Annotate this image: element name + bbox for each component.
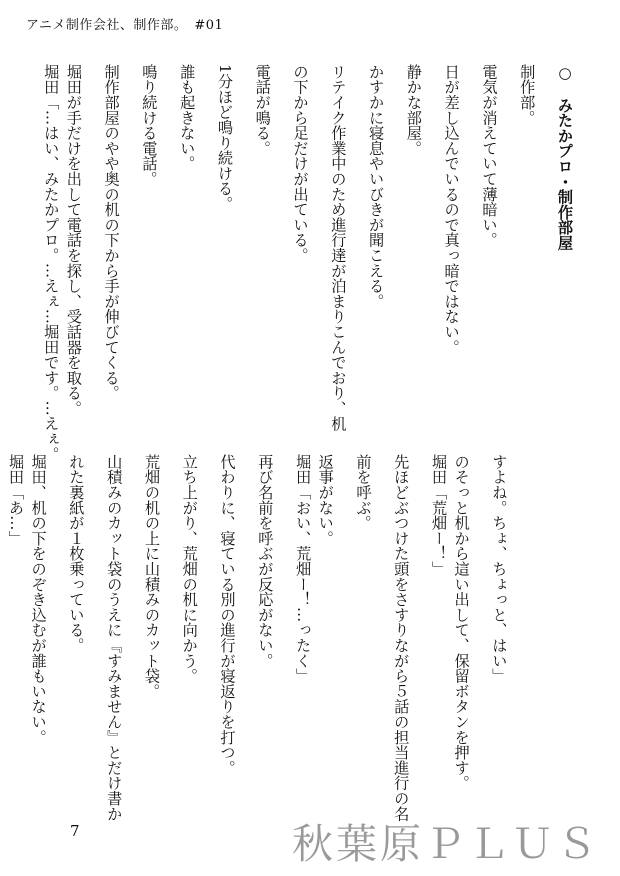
script-line: 代わりに、寝ている別の進行が寝返りを打つ。: [218, 454, 237, 776]
script-line: 静かな部屋。: [404, 64, 423, 156]
script-line: 鳴り続ける電話。: [140, 64, 159, 187]
script-line: 堀田、机の下をのぞき込むが誰もいない。: [29, 454, 48, 745]
script-line: れた裏紙が１枚乗っている。: [67, 454, 86, 653]
watermark: 秋葉原ＰＬＵＳ: [292, 820, 600, 868]
script-line: すよね。ちょ、ちょっと、はい」: [490, 454, 509, 684]
script-line: 先ほどぶつけた頭をさすりながら５話の担当進行の名: [392, 454, 411, 822]
script-line: 制作部。: [518, 64, 537, 126]
script-line: のそっと机から這い出して、保留ボタンを押す。: [452, 454, 471, 791]
page-number: 7: [70, 822, 80, 840]
script-line: 山積みのカット袋のうえに『すみません』とだけ書か: [105, 454, 124, 822]
script-line: 堀田「…はい、みたかプロ。…えぇ…堀田です。…えぇ。: [42, 64, 61, 462]
script-line: かすかに寝息やいびきが聞こえる。: [367, 64, 386, 309]
script-line: 電気が消えていて薄暗い。: [480, 64, 499, 248]
script-line: 制作部屋のやや奥の机の下から手が伸びてくる。: [102, 64, 121, 401]
script-line: 誰も起きない。: [178, 64, 197, 172]
script-line: 荒畑の机の上に山積みのカット袋。: [142, 454, 161, 699]
document-header: アニメ制作会社、制作部。 #01: [26, 18, 224, 33]
upper-script-block: [0, 64, 576, 462]
script-line: の下から足だけが出ている。: [291, 64, 310, 263]
script-line: 電話が鳴る。: [253, 64, 272, 156]
script-line: 堀田「荒畑ー！」: [430, 454, 449, 577]
script-line: 1分ほど鳴り続ける。: [215, 64, 234, 212]
script-line: 返事がない。: [316, 454, 335, 546]
script-line: 堀田「あ…」: [7, 454, 26, 546]
script-line: 堀田が手だけを出して電話を探し、受話器を取る。: [64, 64, 83, 416]
script-line: 堀田「おい、荒畑ー！…ったく」: [294, 454, 313, 684]
script-line: 立ち上がり、荒畑の机に向かう。: [180, 454, 199, 684]
script-line: 前を呼ぶ。: [354, 454, 373, 531]
lower-script-block: [0, 454, 556, 822]
script-line: リテイク作業中のため進行達が泊まりこんでおり、机: [329, 64, 348, 432]
script-line: [0, 64, 40, 434]
script-line: 日が差し込んでいるので真っ暗ではない。: [442, 64, 461, 355]
script-line: 再び名前を呼ぶが反応がない。: [256, 454, 275, 669]
scene-heading: ○ みたかプロ・制作部屋: [556, 64, 574, 251]
